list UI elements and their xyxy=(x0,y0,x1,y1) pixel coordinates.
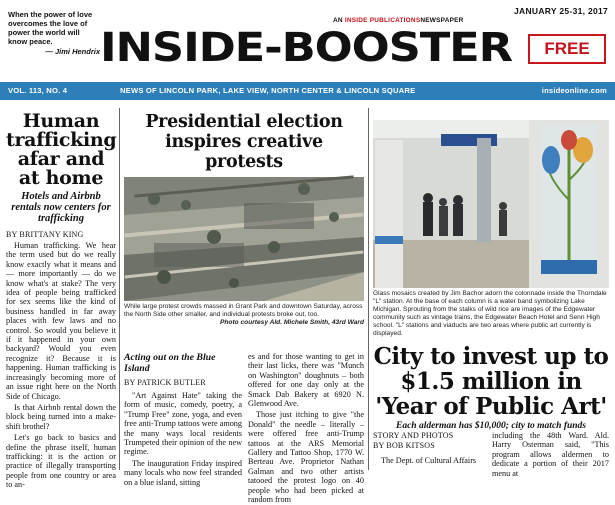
story-paragraph: Human trafficking. We hear the term used but do we really know exactly what it means and — more importantly — do we know what's at stake? The very idea of people being trafficked for sex seems like the kind of business handled in far away places with few laws and no control. So would you believe it if it happened in your own backyard? Would you even recognize it? Because it is happening. Human trafficking is increasingly becoming more of an issue right here on the North Side of Chicago. xyxy=(6,241,116,401)
story-byline: BY BOB KITSOS xyxy=(373,441,435,450)
story-paragraph: Those just itching to give "the Donald" the needle – literally – were offered free anti-Trump tattoos at the ARS Memorial Gallery and Tattoo Shop, 1770 W. Berteau Ave. Proprietor Nathan Galman and two other artists tatooed the protest logo on 40 people who had been picked at random from xyxy=(248,410,364,505)
newspaper-logo[interactable]: INSIDE-BOOSTER xyxy=(100,25,513,71)
story-subhead[interactable]: Acting out on the Blue Island xyxy=(124,352,216,374)
story-column xyxy=(373,431,485,465)
coverage-tagline: NEWS OF LINCOLN PARK, LAKE VIEW, NORTH CENTER & LINCOLN SQUARE xyxy=(120,86,416,95)
photo-caption: Glass mosaics created by Jim Bachor adorn the colonnade inside the Thorndale "L" station. At the base of each column is a water band symbolizing Lake Michigan. Sprouting from the stalks of wild rice are images of the Edgewater community such as vintage trains, the Edgewater Beach Hotel and Senn High school. "L" stations and viaducts are two areas where public art currently is displayed. xyxy=(373,290,607,337)
story-byline: BY PATRICK BUTLER xyxy=(124,378,206,387)
crowd-aerial-image xyxy=(124,177,364,301)
photo-caption xyxy=(124,303,364,327)
story-paragraph: including the 48th Ward. Ald. Harry Osterman said, "This program allows aldermen to dedicate a portion of their 2017 menu at xyxy=(492,431,609,478)
story-presidential-protests xyxy=(124,112,364,327)
publisher-suffix: NEWSPAPER xyxy=(420,17,464,24)
column-divider xyxy=(119,108,120,470)
story-headline[interactable]: Presidential election inspires creative protests xyxy=(145,112,343,172)
story-byline: STORY AND PHOTOS xyxy=(373,431,454,440)
story-paragraph: "Art Against Hate" taking the form of music, comedy, poetry, a "Trump Free" zone, yoga, and even free anti-Trump tattoos were among the many ways local residents Trumpeted their opinion of the new regime. xyxy=(124,391,242,457)
story-body xyxy=(373,456,485,465)
story-headline[interactable]: Human trafficking afar and at home xyxy=(6,110,117,189)
caption-text: While large protest crowds massed in Grant Park and downtown Saturday, across the North Side other smaller, and individual protests broke out, too. xyxy=(124,303,363,318)
story-human-trafficking xyxy=(6,112,116,490)
story-body xyxy=(492,431,609,478)
story-headline[interactable]: City to invest up to $1.5 million in 'Year of Public Art' xyxy=(373,343,609,420)
issue-info-bar xyxy=(0,82,615,100)
quote-text: When the power of love overcomes the love of power the world will know peace. xyxy=(8,10,93,46)
website-link[interactable]: insideonline.com xyxy=(541,86,607,95)
story-paragraph: The Dept. of Cultural Affairs xyxy=(381,456,477,465)
column-divider xyxy=(368,108,369,470)
story-column xyxy=(124,352,242,487)
story-column xyxy=(248,352,364,505)
story-subhead: Each alderman has $10,000; city to match funds xyxy=(395,421,586,431)
story-body xyxy=(6,241,116,490)
story-subhead: Hotels and Airbnb rentals now centers for trafficking xyxy=(11,191,111,224)
issue-date: JANUARY 25-31, 2017 xyxy=(514,6,609,16)
story-byline: BY BRITTANY KING xyxy=(6,230,84,239)
masthead-quote xyxy=(8,10,100,56)
story-paragraph: The inauguration Friday inspired many locals who now feel stranded on a blue island, sitting xyxy=(124,458,242,487)
story-public-art xyxy=(373,120,609,431)
story-body xyxy=(248,352,364,505)
publisher-prefix: AN xyxy=(333,17,343,24)
masthead xyxy=(0,0,615,82)
story-column xyxy=(492,431,609,478)
volume-number: VOL. 113, NO. 4 xyxy=(8,86,68,95)
mosaic-image xyxy=(373,120,609,288)
publisher-name: INSIDE PUBLICATIONS xyxy=(344,17,421,24)
story-paragraph: Let's go back to basics and define the phrase itself, human trafficking: it is the action or practice of illegally transporting people from one country or area to an- xyxy=(6,433,116,490)
story-paragraph: es and for those wanting to get in their last licks, there was "Munch on Washington" doughnuts – both offered for one day only at the Smack Dab Bakery at 6920 N. Glenwood Ave. xyxy=(248,352,364,409)
story-paragraph: Is that Airbnb rental down the block being turned into a make-shift brothel? xyxy=(6,402,116,431)
station-mosaic-photo[interactable] xyxy=(373,120,609,288)
free-badge: FREE xyxy=(528,34,606,64)
protest-crowd-photo[interactable] xyxy=(124,177,364,301)
photo-credit: Photo courtesy Ald. Michele Smith, 43rd Ward xyxy=(220,319,364,326)
quote-attribution: — Jimi Hendrix xyxy=(45,47,100,56)
story-body xyxy=(124,391,242,487)
